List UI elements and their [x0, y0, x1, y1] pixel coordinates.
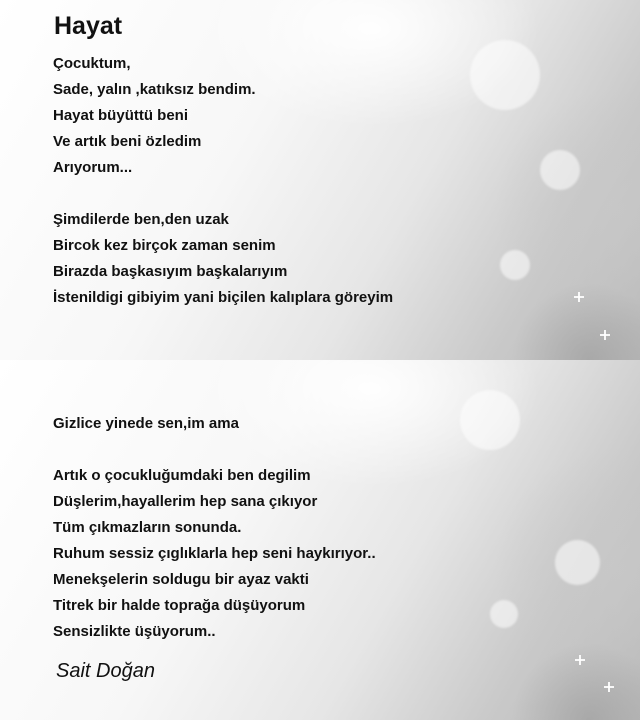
bokeh-decoration — [490, 600, 518, 628]
poem-line: Hayat büyüttü beni — [53, 107, 189, 124]
poem-line: Bircok kez birçok zaman senim — [53, 237, 276, 254]
poem-line: Arıyorum... — [53, 159, 133, 176]
stanza-break — [53, 181, 393, 207]
poem-line: İstenildigi gibiyim yani biçilen kalıplara göreyim — [53, 289, 394, 306]
sparkle-decoration — [574, 292, 584, 302]
poem-line: Çocuktum, — [53, 55, 131, 72]
poem-line: Sensizlikte üşüyorum.. — [53, 623, 216, 640]
bokeh-decoration — [460, 390, 520, 450]
poem-stanza-list — [53, 51, 393, 311]
poem-line: Menekşelerin soldugu bir ayaz vakti — [53, 571, 309, 588]
poem-line: Titrek bir halde toprağa düşüyorum — [53, 597, 306, 614]
poem-author: Sait Doğan — [56, 660, 155, 682]
poem-card-page-2 — [0, 360, 640, 720]
sparkle-decoration — [575, 655, 585, 665]
bokeh-decoration — [500, 250, 530, 280]
sparkle-decoration — [604, 682, 614, 692]
bokeh-decoration — [540, 150, 580, 190]
poem-line: Ruhum sessiz çıglıklarla hep seni haykırıyor.. — [53, 545, 376, 562]
stanza-break — [53, 437, 376, 463]
poem-line: Ve artık beni özledim — [53, 133, 202, 150]
poem-line: Birazda başkasıyım başkalarıyım — [53, 263, 288, 280]
sparkle-decoration — [600, 330, 610, 340]
bokeh-decoration — [470, 40, 540, 110]
poem-line: Sade, yalın ,katıksız bendim. — [53, 81, 256, 98]
poem-line: Şimdilerde ben,den uzak — [53, 211, 229, 228]
poem-line: Artık o çocukluğumdaki ben degilim — [53, 467, 311, 484]
poem-stanza-list — [53, 411, 376, 645]
poem-line: Düşlerim,hayallerim hep sana çıkıyor — [53, 493, 318, 510]
poem-line: Tüm çıkmazların sonunda. — [53, 519, 242, 536]
bokeh-decoration — [555, 540, 600, 585]
poem-line: Gizlice yinede sen,im ama — [53, 415, 239, 432]
poem-title: Hayat — [54, 12, 123, 40]
